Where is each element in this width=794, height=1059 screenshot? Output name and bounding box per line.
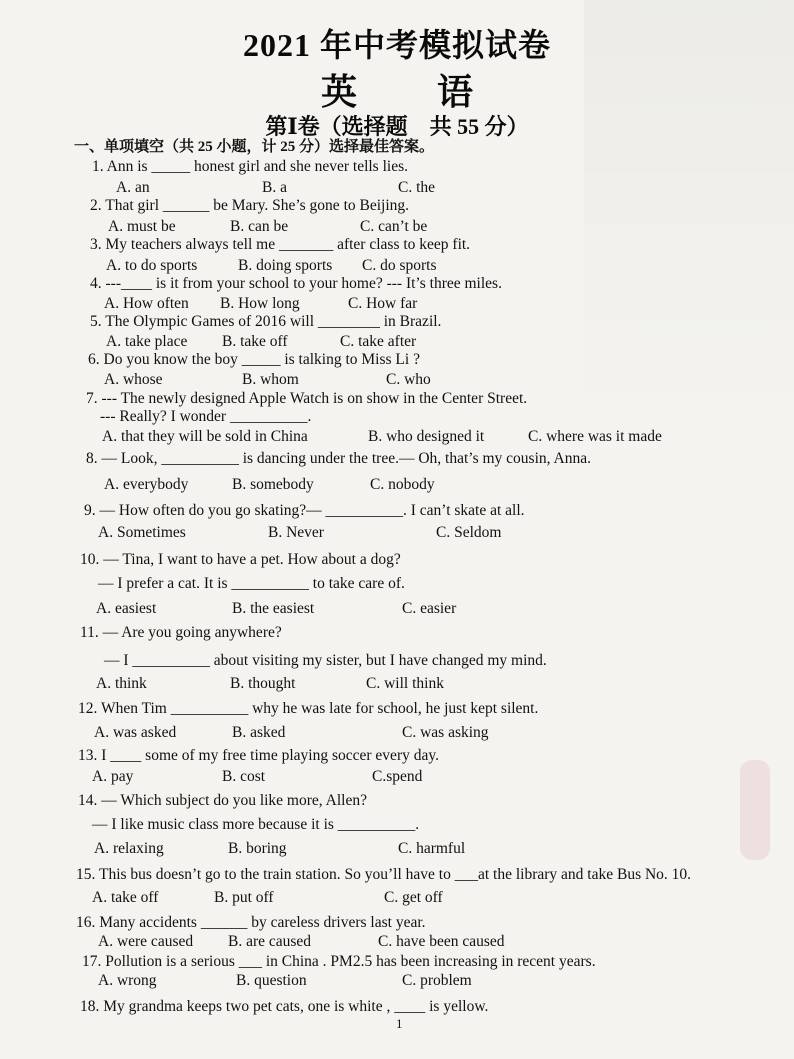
question-2-option-b: B. can be (230, 218, 289, 235)
question-7-stem: --- Really? I wonder __________. (100, 408, 312, 425)
question-11-stem: 11. — Are you going anywhere? (80, 624, 282, 641)
question-7-option-c: C. where was it made (528, 428, 662, 445)
question-17-option-b: B. question (236, 972, 307, 989)
question-7-stem: 7. --- The newly designed Apple Watch is on show in the Center Street. (86, 390, 528, 407)
question-8-stem: 8. — Look, __________ is dancing under the tree.— Oh, that’s my cousin, Anna. (86, 450, 591, 467)
question-8-option-a: A. everybody (104, 476, 189, 493)
question-5-stem: 5. The Olympic Games of 2016 will ________ in Brazil. (90, 313, 442, 330)
question-16-option-c: C. have been caused (378, 933, 505, 950)
question-18-stem: 18. My grandma keeps two pet cats, one is white , ____ is yellow. (80, 998, 489, 1015)
question-5-option-b: B. take off (222, 333, 288, 350)
question-4-option-a: A. How often (104, 295, 189, 312)
question-9-option-b: B. Never (268, 524, 324, 541)
question-16-stem: 16. Many accidents ______ by careless drivers last year. (76, 914, 426, 931)
question-1-option-b: B. a (262, 179, 287, 196)
question-11-option-b: B. thought (230, 675, 296, 692)
question-1-option-c: C. the (398, 179, 436, 196)
question-9-stem: 9. — How often do you go skating?— __________. I can’t skate at all. (84, 502, 525, 519)
question-6-option-a: A. whose (104, 371, 163, 388)
question-1-option-a: A. an (116, 179, 150, 196)
question-15-stem: 15. This bus doesn’t go to the train station. So you’ll have to ___at the library and take Bus No. 10. (76, 866, 692, 883)
question-15-option-c: C. get off (384, 889, 443, 906)
question-7-option-a: A. that they will be sold in China (102, 428, 308, 445)
question-13-option-c: C.spend (372, 768, 423, 785)
question-10-option-a: A. easiest (96, 600, 157, 617)
question-14-option-a: A. relaxing (94, 840, 164, 857)
page-number: 1 (396, 1016, 403, 1031)
part-title: 第Ⅰ卷（选择题 共 55 分） (265, 114, 529, 139)
question-2-option-a: A. must be (108, 218, 176, 235)
question-10-stem: 10. — Tina, I want to have a pet. How about a dog? (80, 551, 401, 568)
question-12-option-c: C. was asking (402, 724, 489, 741)
question-6-stem: 6. Do you know the boy _____ is talking to Miss Li ? (88, 351, 420, 368)
question-10-stem: — I prefer a cat. It is __________ to take care of. (98, 575, 405, 592)
question-11-stem: — I __________ about visiting my sister, but I have changed my mind. (104, 652, 547, 669)
question-3-stem: 3. My teachers always tell me _______ after class to keep fit. (90, 236, 471, 253)
question-4-option-c: C. How far (348, 295, 418, 312)
question-4-stem: 4. ---____ is it from your school to your home? --- It’s three miles. (90, 275, 502, 292)
question-17-option-c: C. problem (402, 972, 472, 989)
question-3-option-b: B. doing sports (238, 257, 333, 274)
question-9-option-c: C. Seldom (436, 524, 502, 541)
paper-stain (740, 760, 770, 860)
question-4-option-b: B. How long (220, 295, 300, 312)
question-12-option-b: B. asked (232, 724, 286, 741)
question-14-option-b: B. boring (228, 840, 287, 857)
question-5-option-a: A. take place (106, 333, 188, 350)
question-13-option-a: A. pay (92, 768, 134, 785)
section-heading: 一、单项填空（共 25 小题，计 25 分）选择最佳答案。 (74, 139, 435, 155)
question-14-stem: — I like music class more because it is __________. (92, 816, 420, 833)
question-17-option-a: A. wrong (98, 972, 157, 989)
question-2-stem: 2. That girl ______ be Mary. She’s gone to Beijing. (90, 197, 410, 214)
question-14-stem: 14. — Which subject do you like more, Allen? (78, 792, 367, 809)
question-11-option-c: C. will think (366, 675, 444, 692)
question-16-option-a: A. were caused (98, 933, 194, 950)
question-3-option-c: C. do sports (362, 257, 437, 274)
question-1-stem: 1. Ann is _____ honest girl and she never tells lies. (92, 158, 408, 175)
question-12-option-a: A. was asked (94, 724, 177, 741)
question-10-option-c: C. easier (402, 600, 457, 617)
question-13-option-b: B. cost (222, 768, 266, 785)
question-16-option-b: B. are caused (228, 933, 312, 950)
question-15-option-b: B. put off (214, 889, 274, 906)
question-10-option-b: B. the easiest (232, 600, 315, 617)
question-9-option-a: A. Sometimes (98, 524, 186, 541)
question-3-option-a: A. to do sports (106, 257, 198, 274)
question-5-option-c: C. take after (340, 333, 417, 350)
question-13-stem: 13. I ____ some of my free time playing soccer every day. (78, 747, 439, 764)
question-12-stem: 12. When Tim __________ why he was late for school, he just kept silent. (78, 700, 539, 717)
question-6-option-b: B. whom (242, 371, 299, 388)
question-15-option-a: A. take off (92, 889, 159, 906)
question-8-option-c: C. nobody (370, 476, 435, 493)
subject-title: 英 语 (320, 72, 495, 112)
question-6-option-c: C. who (386, 371, 431, 388)
question-14-option-c: C. harmful (398, 840, 466, 857)
question-8-option-b: B. somebody (232, 476, 314, 493)
question-2-option-c: C. can’t be (360, 218, 428, 235)
question-17-stem: 17. Pollution is a serious ___ in China . PM2.5 has been increasing in recent years. (82, 953, 596, 970)
question-11-option-a: A. think (96, 675, 147, 692)
question-7-option-b: B. who designed it (368, 428, 485, 445)
exam-title: 2021 年中考模拟试卷 (242, 27, 551, 63)
